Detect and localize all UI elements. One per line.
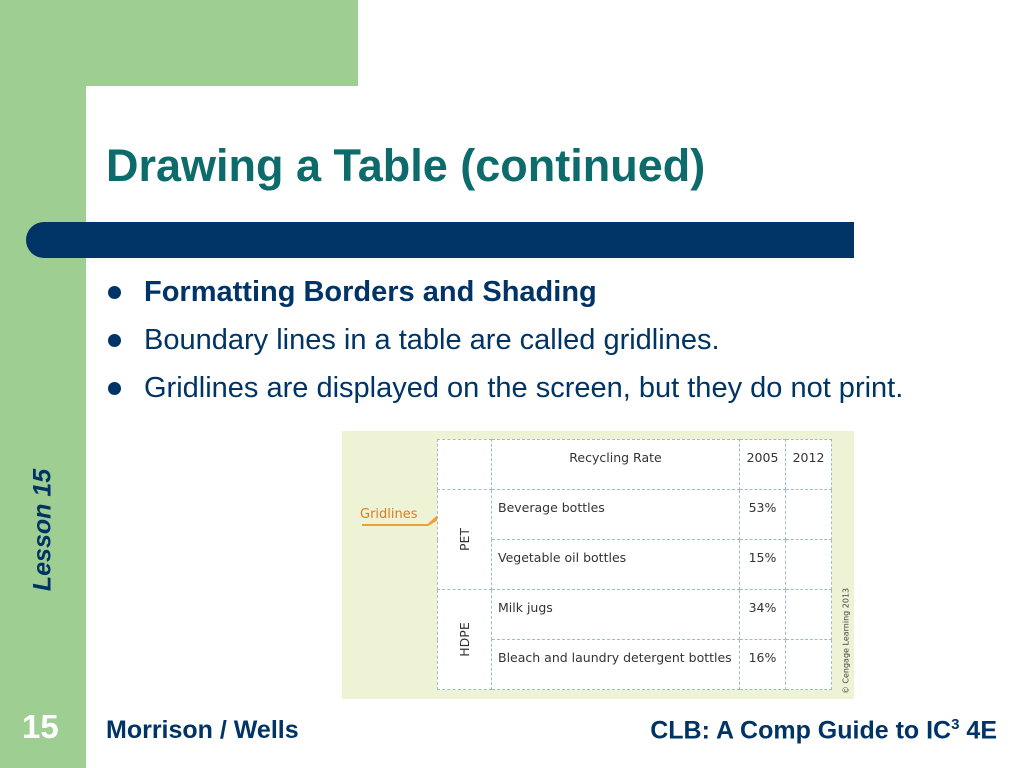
footer-authors: Morrison / Wells: [106, 716, 299, 744]
table-row: [438, 640, 832, 690]
row-value-2005: 15%: [740, 540, 786, 590]
slide-number: 15: [22, 708, 59, 745]
row-value-2012: [786, 540, 832, 590]
bullet-item-2: [106, 320, 906, 361]
copyright-notice: © Cengage Learning 2013: [841, 587, 851, 695]
header-2012: 2012: [786, 440, 832, 490]
footer-book-title-main: CLB: A Comp Guide to IC: [650, 716, 952, 745]
row-item: Milk jugs: [492, 590, 740, 640]
table-row: [438, 490, 832, 540]
bullet-item-1: [106, 272, 906, 313]
row-value-2005: 34%: [740, 590, 786, 640]
row-item: Bleach and laundry detergent bottles: [492, 640, 740, 690]
table-row: [438, 590, 832, 640]
row-value-2012: [786, 640, 832, 690]
header-recycling-rate: Recycling Rate: [492, 440, 740, 490]
group-label-hdpe: HDPE: [457, 622, 472, 657]
table-header-row: [438, 440, 832, 490]
bullet-dot-icon: [108, 286, 121, 299]
group-cell-pet: [438, 490, 492, 590]
row-value-2005: 16%: [740, 640, 786, 690]
left-decorative-band: [0, 0, 86, 768]
group-cell-hdpe: [438, 590, 492, 690]
bullet-list: [106, 272, 906, 416]
bullet-text-2: Boundary lines in a table are called gridlines.: [144, 324, 720, 356]
footer-book-title: [650, 716, 997, 745]
table-corner-cell: [438, 440, 492, 490]
bullet-item-3: [106, 368, 906, 409]
top-decorative-band: [86, 0, 358, 86]
lesson-side-label: Lesson 15: [28, 468, 57, 592]
row-item: Vegetable oil bottles: [492, 540, 740, 590]
group-label-pet: PET: [457, 527, 472, 552]
footer-book-title-end: 4E: [959, 716, 997, 745]
bullet-text-3: Gridlines are displayed on the screen, but they do not print.: [144, 372, 904, 404]
recycling-table: [437, 439, 832, 690]
bullet-text-1: Formatting Borders and Shading: [144, 276, 597, 308]
row-item: Beverage bottles: [492, 490, 740, 540]
row-value-2012: [786, 590, 832, 640]
bullet-dot-icon: [108, 382, 121, 395]
title-underline-bar: [26, 222, 854, 258]
row-value-2005: 53%: [740, 490, 786, 540]
row-value-2012: [786, 490, 832, 540]
header-2005: 2005: [740, 440, 786, 490]
slide-title: Drawing a Table (continued): [106, 140, 706, 191]
corner-curve: [86, 86, 132, 132]
gridlines-callout-label: Gridlines: [360, 507, 418, 522]
gridlines-figure: [342, 431, 854, 699]
bullet-dot-icon: [108, 334, 121, 347]
table-row: [438, 540, 832, 590]
footer-book-title-sup: 3: [951, 716, 960, 733]
